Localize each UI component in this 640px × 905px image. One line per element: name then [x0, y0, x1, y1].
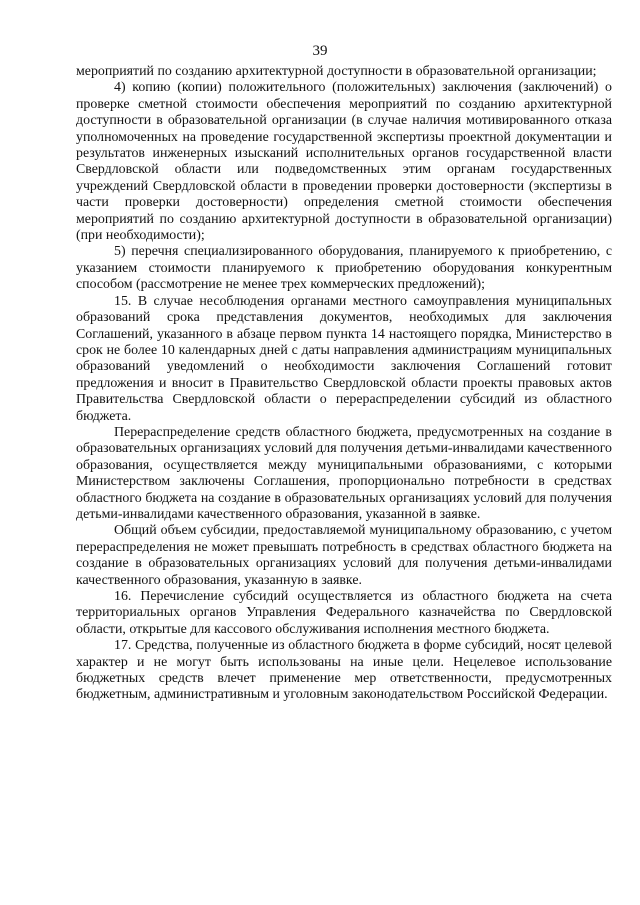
paragraph-clause-15: 15. В случае несоблюдения органами местного самоуправления муниципальных образований срока представления документов, необходимых для заключения Соглашений, указанного в абзаце первом пункта 14 настоящего порядка, Министерство в срок не более 10 календарных дней с даты направления администрациям муниципальных образований уведомлений о необходимости заключения Соглашений готовит предложения и вносит в Правительство Свердловской области проекты правовых актов Правительства Свердловской области о перераспределении субсидий из областного бюджета. [76, 293, 612, 424]
paragraph-continuation: мероприятий по созданию архитектурной доступности в образовательной организации; [76, 64, 597, 79]
paragraph-item-4: 4) копию (копии) положительного (положительных) заключения (заключений) о проверке сметной стоимости обеспечения мероприятий по созданию архитектурной доступности в образовательной организации (в случае наличия мотивированного отказа уполномоченных на проведение государственной экспертизы проектной документации и результатов инженерных изысканий исполнительных органов государственной власти Свердловской области или подведомственных этим органам государственных учреждений Свердловской области в проведении проверки достоверности (экспертизы в части проверки достоверности) определения сметной стоимости обеспечения мероприятий по созданию архитектурной доступности в образовательной организации) (при необходимости); [76, 80, 612, 244]
document-body [76, 64, 612, 704]
paragraph-item-5: 5) перечня специализированного оборудования, планируемого к приобретению, с указанием стоимости планируемого к приобретению оборудования конкурентным способом (рассмотрение не менее трех коммерческих предложений); [76, 244, 612, 293]
paragraph-total-subsidy: Общий объем субсидии, предоставляемой муниципальному образованию, с учетом перераспределения не может превышать потребность в средствах областного бюджета на создание в образовательных организациях условий для получения детьми-инвалидами качественного образования, указанную в заявке. [76, 523, 612, 588]
paragraph-clause-16: 16. Перечисление субсидий осуществляется из областного бюджета на счета территориальных органов Управления Федерального казначейства по Свердловской области, открытые для кассового обслуживания исполнения местного бюджета. [76, 589, 612, 637]
page-number: 39 [312, 43, 328, 59]
paragraph-redistribution: Перераспределение средств областного бюджета, предусмотренных на создание в образовательных организациях условий для получения детьми-инвалидами качественного образования, осуществляется между муниципальными образованиями, с которыми Министерством заключены Соглашения, пропорционально потребности в средствах областного бюджета на создание в образовательных организациях условий для получения детьми-инвалидами качественного образования, указанной в заявке. [76, 424, 612, 522]
paragraph-clause-17: 17. Средства, полученные из областного бюджета в форме субсидий, носят целевой характер и не могут быть использованы на иные цели. Нецелевое использование бюджетных средств влечет применение мер ответственности, предусмотренных бюджетным, административным и уголовным законодательством Российской Федерации. [76, 638, 612, 703]
